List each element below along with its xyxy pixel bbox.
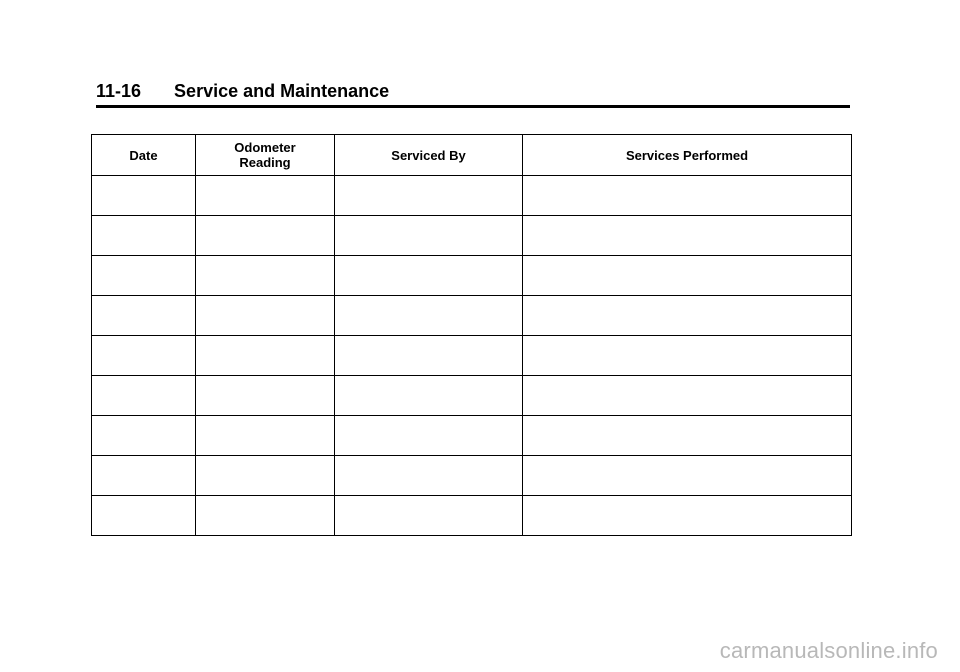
- table-row: [92, 216, 852, 256]
- odometer-cell: [196, 176, 335, 216]
- column-header-date-text: Date: [129, 147, 158, 163]
- services-performed-cell: [523, 496, 852, 536]
- page-number: 11-16: [96, 81, 142, 101]
- table-row: [92, 176, 852, 216]
- services-performed-cell: [523, 216, 852, 256]
- table-row: [92, 496, 852, 536]
- odometer-cell: [196, 336, 335, 376]
- serviced-by-cell: [335, 376, 523, 416]
- services-performed-cell: [523, 416, 852, 456]
- services-performed-cell: [523, 256, 852, 296]
- serviced-by-cell: [335, 456, 523, 496]
- odometer-cell: [196, 416, 335, 456]
- table-row: [92, 336, 852, 376]
- date-cell: [92, 296, 196, 336]
- date-cell: [92, 376, 196, 416]
- table-row: [92, 376, 852, 416]
- serviced-by-cell: [335, 296, 523, 336]
- column-header-serviced-by: [335, 135, 523, 176]
- column-header-serviced-by-text: Serviced By: [391, 147, 466, 163]
- date-cell: [92, 176, 196, 216]
- services-performed-cell: [523, 336, 852, 376]
- services-performed-cell: [523, 456, 852, 496]
- odometer-cell: [196, 456, 335, 496]
- services-performed-cell: [523, 176, 852, 216]
- serviced-by-cell: [335, 496, 523, 536]
- column-header-date: [92, 135, 196, 176]
- column-header-odometer-line2: Reading: [239, 155, 291, 170]
- column-header-odometer-line1: Odometer: [234, 140, 296, 155]
- odometer-cell: [196, 376, 335, 416]
- section-title: Service and Maintenance: [174, 81, 390, 101]
- odometer-cell: [196, 296, 335, 336]
- table-row: [92, 256, 852, 296]
- table-row: [92, 456, 852, 496]
- column-header-services-performed: [523, 135, 852, 176]
- table-row: [92, 296, 852, 336]
- serviced-by-cell: [335, 256, 523, 296]
- table-row: [92, 416, 852, 456]
- date-cell: [92, 256, 196, 296]
- column-header-odometer-reading: [196, 135, 335, 176]
- odometer-cell: [196, 496, 335, 536]
- serviced-by-cell: [335, 336, 523, 376]
- serviced-by-cell: [335, 216, 523, 256]
- date-cell: [92, 416, 196, 456]
- page-header: [96, 80, 850, 108]
- footer-watermark: carmanualsonline.info: [719, 638, 938, 663]
- serviced-by-cell: [335, 176, 523, 216]
- column-header-services-performed-text: Services Performed: [625, 147, 749, 163]
- date-cell: [92, 216, 196, 256]
- date-cell: [92, 456, 196, 496]
- odometer-cell: [196, 216, 335, 256]
- date-cell: [92, 496, 196, 536]
- services-performed-cell: [523, 376, 852, 416]
- maintenance-record-table: [91, 134, 852, 536]
- date-cell: [92, 336, 196, 376]
- table-header-row: [92, 135, 852, 176]
- odometer-cell: [196, 256, 335, 296]
- serviced-by-cell: [335, 416, 523, 456]
- services-performed-cell: [523, 296, 852, 336]
